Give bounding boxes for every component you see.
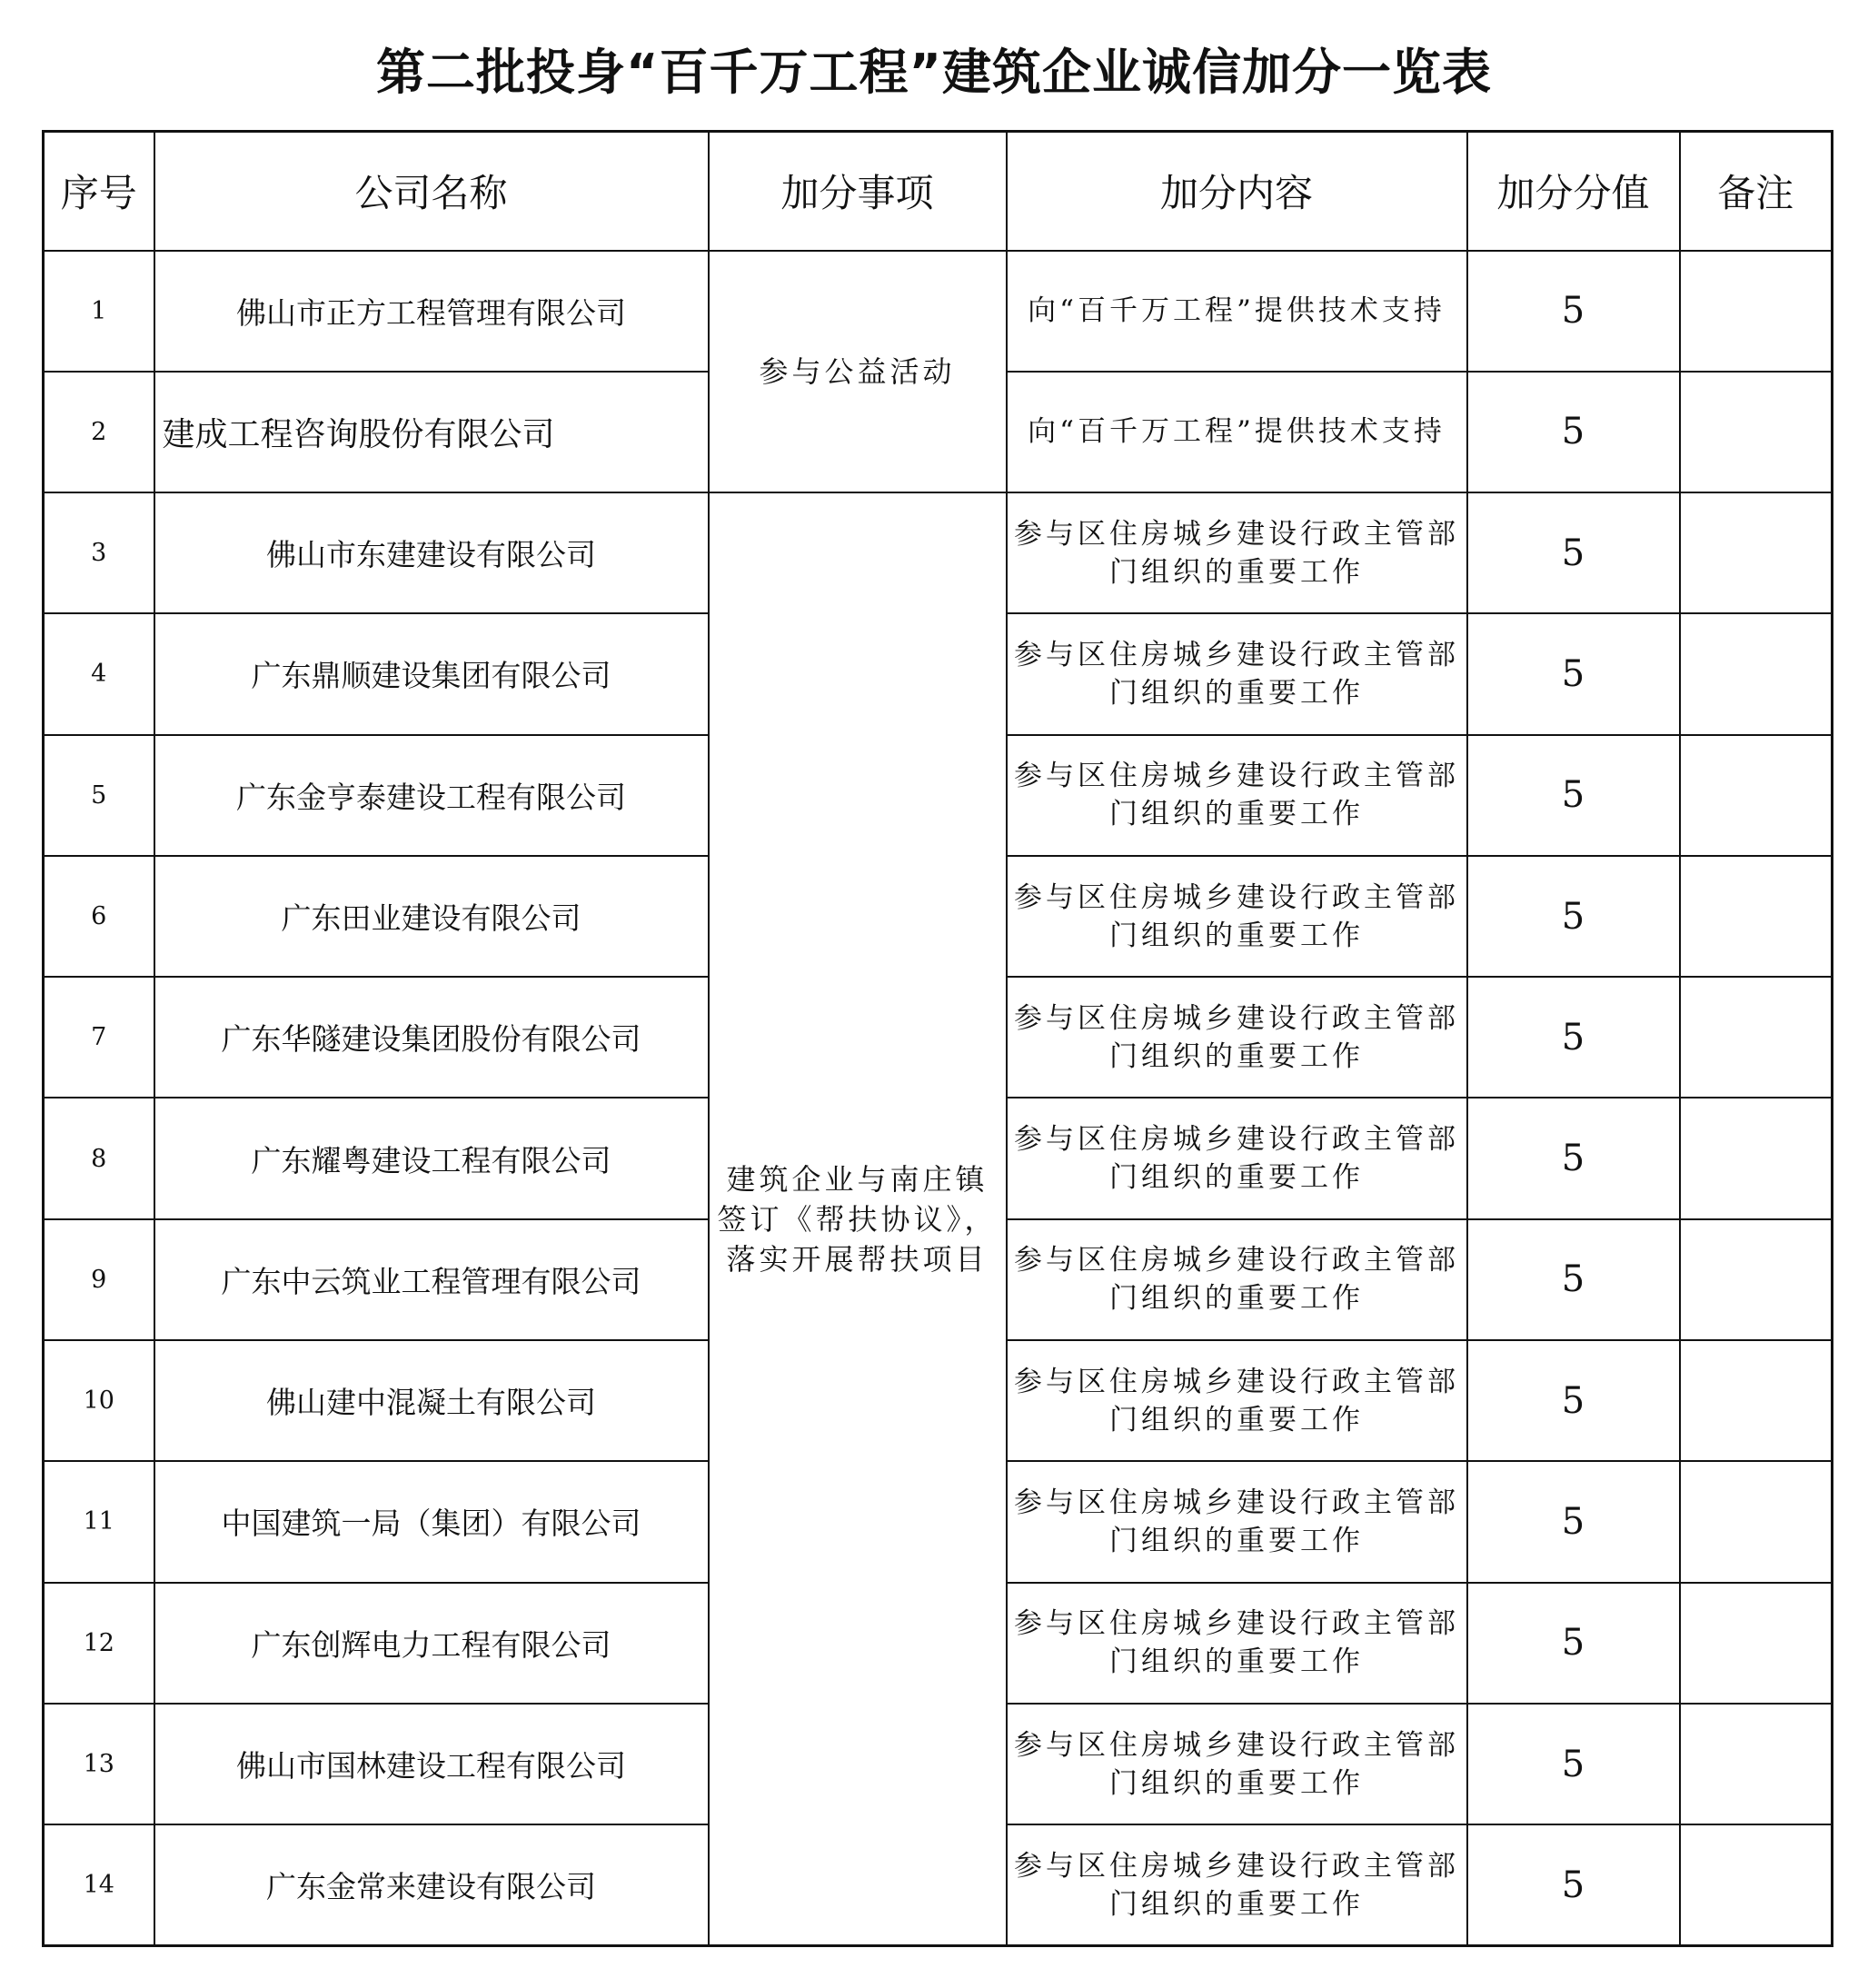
- row-company: 佛山市正方工程管理有限公司: [154, 251, 709, 372]
- row-seq: 4: [44, 613, 154, 734]
- row-note: [1680, 1704, 1833, 1824]
- table-row: [44, 492, 1833, 613]
- row-score: 5: [1467, 613, 1680, 734]
- row-score: 5: [1467, 1704, 1680, 1824]
- row-score: 5: [1467, 372, 1680, 492]
- row-note: [1680, 735, 1833, 856]
- row-content: 参与区住房城乡建设行政主管部门组织的重要工作: [1007, 1098, 1467, 1218]
- row-seq: 14: [44, 1824, 154, 1945]
- row-note: [1680, 1583, 1833, 1704]
- header-item: 加分事项: [709, 132, 1007, 251]
- row-score: 5: [1467, 1340, 1680, 1461]
- row-score: 5: [1467, 977, 1680, 1098]
- header-seq: 序号: [44, 132, 154, 251]
- row-company: 佛山市国林建设工程有限公司: [154, 1704, 709, 1824]
- row-note: [1680, 1098, 1833, 1218]
- row-note: [1680, 251, 1833, 372]
- row-seq: 12: [44, 1583, 154, 1704]
- row-item-group-1: 参与公益活动: [709, 251, 1007, 493]
- row-company: 佛山市东建建设有限公司: [154, 492, 709, 613]
- row-seq: 2: [44, 372, 154, 492]
- row-seq: 8: [44, 1098, 154, 1218]
- row-note: [1680, 1340, 1833, 1461]
- row-content: 参与区住房城乡建设行政主管部门组织的重要工作: [1007, 1824, 1467, 1945]
- row-seq: 7: [44, 977, 154, 1098]
- row-score: 5: [1467, 856, 1680, 977]
- row-note: [1680, 372, 1833, 492]
- row-content: 参与区住房城乡建设行政主管部门组织的重要工作: [1007, 1704, 1467, 1824]
- row-note: [1680, 856, 1833, 977]
- row-score: 5: [1467, 1098, 1680, 1218]
- row-seq: 13: [44, 1704, 154, 1824]
- row-note: [1680, 1461, 1833, 1582]
- table-row: [44, 251, 1833, 372]
- row-content: 向“百千万工程”提供技术支持: [1007, 372, 1467, 492]
- row-content: 参与区住房城乡建设行政主管部门组织的重要工作: [1007, 1583, 1467, 1704]
- page-title: 第二批投身“百千万工程”建筑企业诚信加分一览表: [376, 44, 1492, 101]
- row-score: 5: [1467, 1461, 1680, 1582]
- row-note: [1680, 492, 1833, 613]
- row-content: 参与区住房城乡建设行政主管部门组织的重要工作: [1007, 613, 1467, 734]
- row-content: 参与区住房城乡建设行政主管部门组织的重要工作: [1007, 1461, 1467, 1582]
- row-score: 5: [1467, 1219, 1680, 1340]
- row-seq: 10: [44, 1340, 154, 1461]
- row-note: [1680, 1219, 1833, 1340]
- row-seq: 1: [44, 251, 154, 372]
- header-note: 备注: [1680, 132, 1833, 251]
- row-content: 参与区住房城乡建设行政主管部门组织的重要工作: [1007, 1219, 1467, 1340]
- row-company: 广东鼎顺建设集团有限公司: [154, 613, 709, 734]
- row-note: [1680, 977, 1833, 1098]
- row-note: [1680, 1824, 1833, 1945]
- row-company: 建成工程咨询股份有限公司: [154, 372, 709, 492]
- row-content: 参与区住房城乡建设行政主管部门组织的重要工作: [1007, 977, 1467, 1098]
- row-content: 参与区住房城乡建设行政主管部门组织的重要工作: [1007, 735, 1467, 856]
- row-score: 5: [1467, 251, 1680, 372]
- row-seq: 9: [44, 1219, 154, 1340]
- row-score: 5: [1467, 1583, 1680, 1704]
- row-company: 广东金常来建设有限公司: [154, 1824, 709, 1945]
- row-company: 广东金亨泰建设工程有限公司: [154, 735, 709, 856]
- row-company: 广东创辉电力工程有限公司: [154, 1583, 709, 1704]
- row-seq: 6: [44, 856, 154, 977]
- row-score: 5: [1467, 1824, 1680, 1945]
- row-seq: 11: [44, 1461, 154, 1582]
- row-content: 参与区住房城乡建设行政主管部门组织的重要工作: [1007, 856, 1467, 977]
- row-content: 参与区住房城乡建设行政主管部门组织的重要工作: [1007, 492, 1467, 613]
- row-score: 5: [1467, 735, 1680, 856]
- row-seq: 5: [44, 735, 154, 856]
- row-note: [1680, 613, 1833, 734]
- header-company: 公司名称: [154, 132, 709, 251]
- row-company: 广东中云筑业工程管理有限公司: [154, 1219, 709, 1340]
- header-content: 加分内容: [1007, 132, 1467, 251]
- bonus-points-table: [42, 130, 1833, 1947]
- row-company: 佛山建中混凝土有限公司: [154, 1340, 709, 1461]
- row-content: 参与区住房城乡建设行政主管部门组织的重要工作: [1007, 1340, 1467, 1461]
- row-company: 广东耀粤建设工程有限公司: [154, 1098, 709, 1218]
- row-seq: 3: [44, 492, 154, 613]
- row-item-group-2: 建筑企业与南庄镇签订《帮扶协议》，落实开展帮扶项目: [709, 492, 1007, 1945]
- row-content: 向“百千万工程”提供技术支持: [1007, 251, 1467, 372]
- table-header-row: [44, 132, 1833, 251]
- row-score: 5: [1467, 492, 1680, 613]
- row-company: 广东田业建设有限公司: [154, 856, 709, 977]
- row-company: 中国建筑一局（集团）有限公司: [154, 1461, 709, 1582]
- header-score: 加分分值: [1467, 132, 1680, 251]
- row-company: 广东华隧建设集团股份有限公司: [154, 977, 709, 1098]
